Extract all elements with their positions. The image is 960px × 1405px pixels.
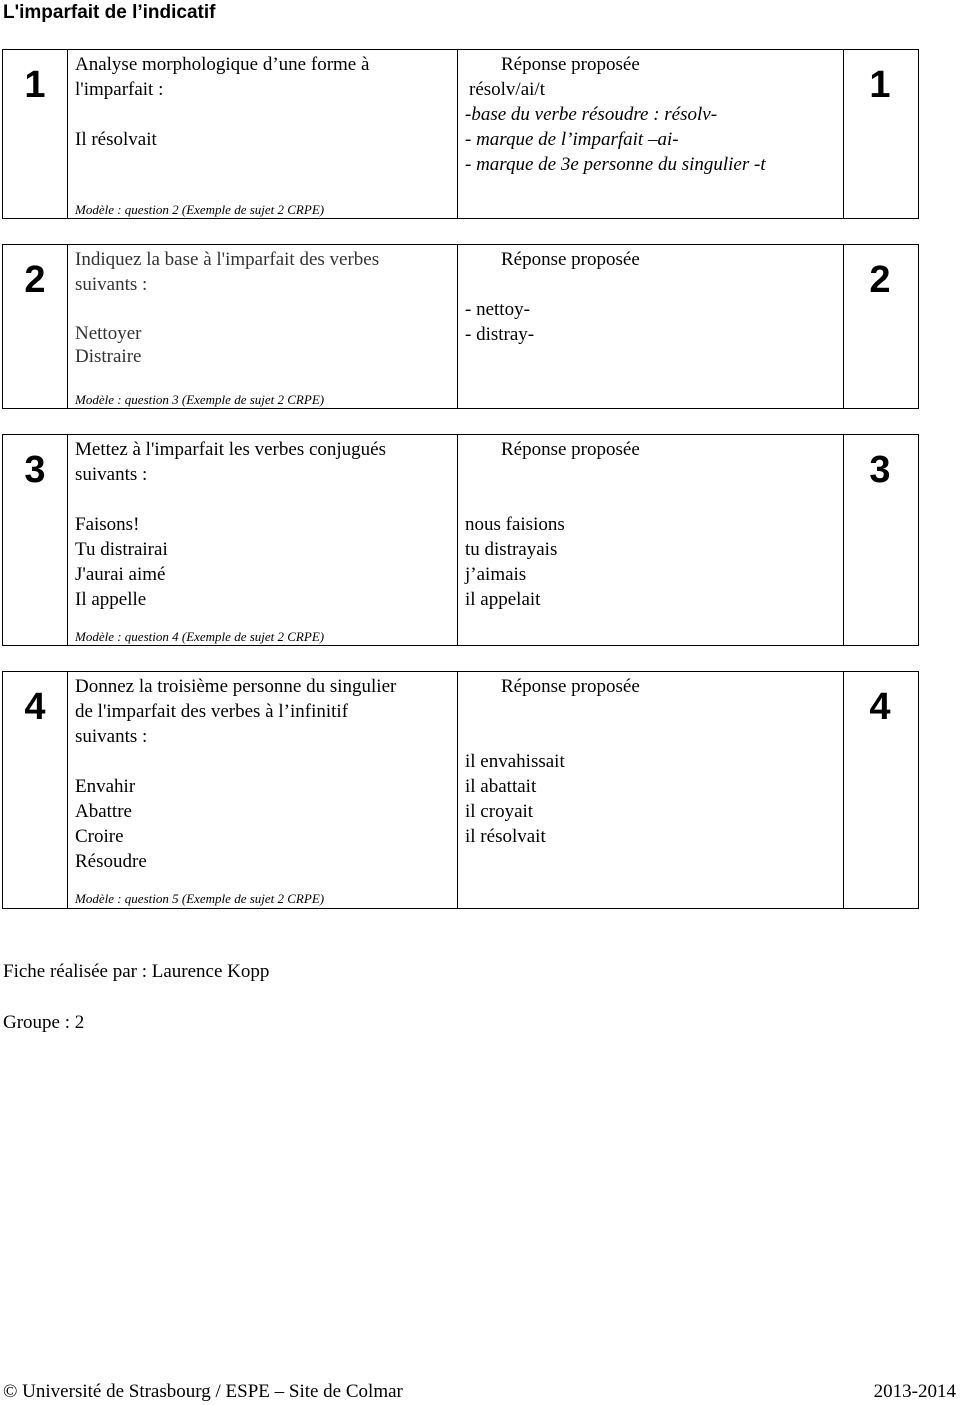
example-item: Distraire bbox=[75, 346, 142, 367]
answer-column bbox=[465, 674, 837, 849]
example-item: Tu distrairai bbox=[75, 539, 168, 560]
footer-institution: © Université de Strasbourg / ESPE – Site de Colmar bbox=[3, 1381, 403, 1402]
card-number-right: 3 bbox=[869, 449, 891, 491]
answer-line: il appelait bbox=[465, 589, 541, 610]
card-number-left: 1 bbox=[24, 64, 46, 106]
example-item: Il résolvait bbox=[75, 129, 157, 150]
answer-line: il envahissait bbox=[465, 751, 565, 772]
footer-year: 2013-2014 bbox=[873, 1381, 956, 1402]
divider bbox=[67, 245, 68, 408]
question-line: l'imparfait : bbox=[75, 79, 164, 100]
example-item: J'aurai aimé bbox=[75, 564, 166, 585]
answer-line: il résolvait bbox=[465, 826, 546, 847]
answer-line: tu distrayais bbox=[465, 539, 558, 560]
question-line: de l'imparfait des verbes à l’infinitif bbox=[75, 701, 349, 722]
example-item: Abattre bbox=[75, 801, 132, 822]
exercise-card-1 bbox=[2, 49, 919, 219]
card-number-right: 4 bbox=[869, 686, 891, 728]
page-title: L'imparfait de l’indicatif bbox=[3, 2, 216, 23]
divider bbox=[67, 435, 68, 645]
exercise-card-2 bbox=[2, 244, 919, 409]
answer-line: - distray- bbox=[465, 324, 535, 345]
example-item: Croire bbox=[75, 826, 124, 847]
answer-heading: Réponse proposée bbox=[501, 439, 640, 460]
question-line: Analyse morphologique d’une forme à bbox=[75, 54, 370, 75]
divider bbox=[457, 245, 458, 408]
answer-line: nous faisions bbox=[465, 514, 565, 535]
card-number-left: 2 bbox=[24, 259, 46, 301]
card-number-left: 4 bbox=[24, 686, 46, 728]
answer-column bbox=[465, 247, 837, 347]
answer-column bbox=[465, 52, 837, 177]
example-item: Résoudre bbox=[75, 851, 147, 872]
divider bbox=[457, 435, 458, 645]
divider bbox=[457, 50, 458, 218]
question-line: suivants : bbox=[75, 274, 148, 295]
question-column bbox=[75, 674, 451, 874]
question-line: Indiquez la base à l'imparfait des verbes bbox=[75, 249, 380, 270]
answer-column bbox=[465, 437, 837, 612]
example-item: Nettoyer bbox=[75, 323, 142, 344]
exercise-card-3 bbox=[2, 434, 919, 646]
answer-heading: Réponse proposée bbox=[501, 249, 640, 270]
card-number-right: 2 bbox=[869, 259, 891, 301]
card-number-left: 3 bbox=[24, 449, 46, 491]
answer-heading: Réponse proposée bbox=[501, 54, 640, 75]
answer-line: résolv/ai/t bbox=[469, 79, 545, 100]
example-item: Faisons! bbox=[75, 514, 140, 535]
answer-line: il abattait bbox=[465, 776, 537, 797]
answer-line: -base du verbe résoudre : résolv- bbox=[465, 104, 718, 125]
exercise-card-4 bbox=[2, 671, 919, 909]
answer-line: il croyait bbox=[465, 801, 534, 822]
question-column bbox=[75, 52, 451, 152]
question-column bbox=[75, 437, 451, 612]
question-line: Donnez la troisième personne du singulier bbox=[75, 676, 397, 697]
model-note: Modèle : question 5 (Exemple de sujet 2 CRPE) bbox=[75, 891, 325, 906]
card-number-right: 1 bbox=[869, 64, 891, 106]
divider bbox=[67, 50, 68, 218]
answer-heading: Réponse proposée bbox=[501, 676, 640, 697]
example-item: Envahir bbox=[75, 776, 136, 797]
author-credit: Fiche réalisée par : Laurence Kopp bbox=[3, 961, 270, 982]
question-column bbox=[75, 247, 451, 368]
model-note: Modèle : question 2 (Exemple de sujet 2 CRPE) bbox=[75, 202, 325, 217]
divider bbox=[67, 672, 68, 908]
answer-line: - marque de l’imparfait –ai- bbox=[465, 129, 679, 150]
question-line: suivants : bbox=[75, 464, 148, 485]
model-note: Modèle : question 3 (Exemple de sujet 2 CRPE) bbox=[75, 392, 325, 407]
question-line: suivants : bbox=[75, 726, 148, 747]
question-line: Mettez à l'imparfait les verbes conjugués bbox=[75, 439, 387, 460]
answer-line: - nettoy- bbox=[465, 299, 530, 320]
divider bbox=[457, 672, 458, 908]
answer-line: j’aimais bbox=[465, 564, 527, 585]
model-note: Modèle : question 4 (Exemple de sujet 2 CRPE) bbox=[75, 629, 325, 644]
group-label: Groupe : 2 bbox=[3, 1012, 85, 1033]
answer-line: - marque de 3e personne du singulier -t bbox=[465, 154, 766, 175]
example-item: Il appelle bbox=[75, 589, 147, 610]
